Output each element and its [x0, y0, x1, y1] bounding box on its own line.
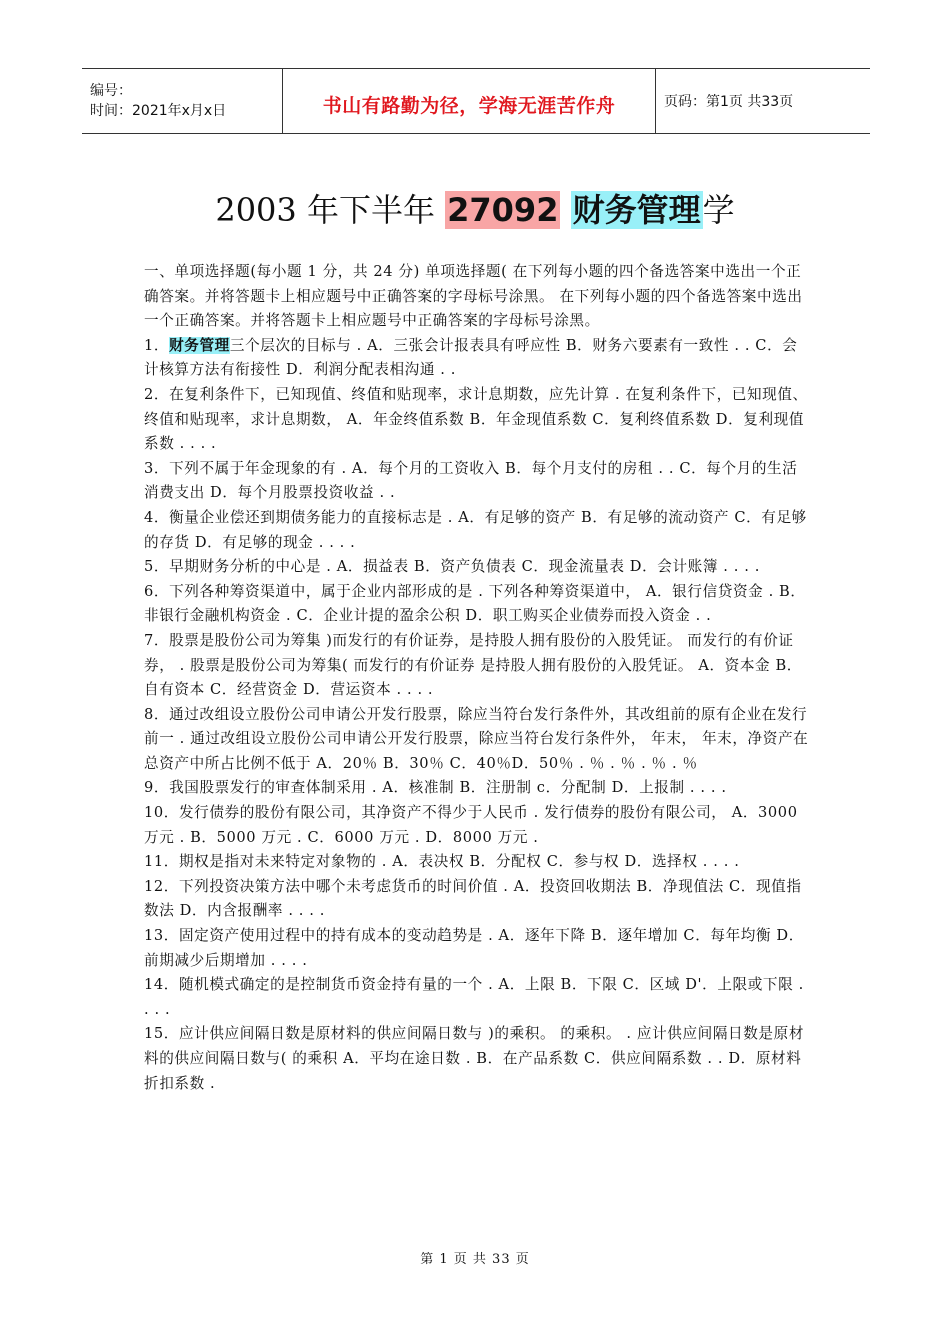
question-10: 10．发行债券的股份有限公司，其净资产不得少于人民币 . 发行债券的股份有限公司， A．3000 万元 . B．5000 万元 . C．6000 万元 . D．8000 万元 . [144, 804, 798, 846]
page-header [82, 68, 870, 134]
doc-time-label: 时间：2021年x月x日 [90, 103, 227, 119]
title-suffix: 学 [702, 191, 735, 229]
header-meta [82, 69, 283, 133]
question-1-text: 三个层次的目标与 . A．三张会计报表具有呼应性 B．财务六要素有一致性 . . C．会计核算方法有衔接性 D．利润分配表相沟通 . . [144, 336, 798, 379]
exam-body [144, 260, 812, 1096]
question-13: 13．固定资产使用过程中的持有成本的变动趋势是 . A．逐年下降 B．逐年增加 C．每年均衡 D．前期减少后期增加 . . . . [144, 927, 804, 969]
header-page-info-cell [656, 69, 870, 133]
doc-number-label: 编号： [90, 83, 132, 99]
question-14: 14．随机模式确定的是控制货币资金持有量的一个 . A．上限 B．下限 C．区域 D'．上限或下限 . . . . [144, 976, 804, 1018]
question-15: 15．应计供应间隔日数是原材料的供应间隔日数与 )的乘积。 的乘积。 . 应计供应间隔日数是原材料的供应间隔日数与( 的乘积 A．平均在途日数 . B．在产品系数 C．供应间隔系数 . . D．原材料折扣系数 . [144, 1025, 805, 1092]
question-7: 7．股票是股份公司为筹集 )而发行的有价证券，是持股人拥有股份的入股凭证。 而发行的有价证券， . 股票是股份公司为筹集( 而发行的有价证券 是持股人拥有股份的入股凭证。 A．资本金 B．自有资本 C．经营资金 D．营运资本 . . . . [144, 631, 802, 699]
question-3: 3．下列不属于年金现象的有 . A．每个月的工资收入 B．每个月支付的房租 . . C．每个月的生活消费支出 D．每个月股票投资收益 . . [144, 459, 798, 502]
page-info: 页码：第1页 共33页 [664, 94, 794, 110]
question-8: 8．通过改组设立股份公司申请公开发行股票，除应当符台发行条件外，其改组前的原有企业在发行前一 . 通过改组设立股份公司申请公开发行股票，除应当符台发行条件外， 年末， 年末，净资产在总资产中所占比例不低于 A．20％ B．30％ C．40％D．50％ . ％ . ％ . ％ . ％ [144, 705, 809, 772]
question-1 [144, 334, 812, 383]
question-1-highlight: 财务管理 [169, 336, 230, 354]
title-prefix: 2003 年下半年 [215, 191, 446, 229]
question-4: 4．衡量企业偿还到期债务能力的直接标志是 . A．有足够的资产 B．有足够的流动资产 C．有足够的存货 D．有足够的现金 . . . . [144, 508, 807, 551]
section-intro: 一、单项选择题(每小题 1 分，共 24 分) 单项选择题( 在下列每小题的四个备选答案中选出一个正确答案。并将答题卡上相应题号中正确答案的字母标号涂黑。 在下列每小题的四个备选答案中选出一个正确答案。并将答题卡上相应题号中正确答案的字母标号涂黑。 [144, 263, 803, 330]
question-11: 11．期权是指对未来特定对象物的 . A．表决权 B．分配权 C．参与权 D．选择权 . . . . [144, 853, 740, 871]
title-subject: 财务管理 [572, 191, 701, 229]
question-9: 9．我国股票发行的审查体制采用 . A．核准制 B．注册制 c．分配制 D．上报制 . . . . [144, 779, 727, 797]
page-title [0, 186, 950, 234]
question-1-number: 1． [144, 336, 170, 354]
question-12: 12．下列投资决策方法中哪个未考虑货币的时间价值 . A．投资回收期法 B．净现值法 C．现值指数法 D．内含报酬率 . . . . [144, 877, 802, 920]
motto-text: 书山有路勤为径，学海无涯苦作舟 [322, 94, 616, 117]
question-6: 6．下列各种筹资渠道中，属于企业内部形成的是 . 下列各种筹资渠道中， A．银行信贷资金 . B．非银行金融机构资金 . C．企业计提的盈余公积 D．职工购买企业债券而投入资金 . . [144, 582, 806, 625]
header-motto-cell [283, 69, 656, 133]
page-footer: 第 1 页 共 33 页 [420, 1252, 530, 1267]
question-2: 2．在复利条件下，已知现值、终值和贴现率，求计息期数，应先计算 . 在复利条件下，已知现值、终值和贴现率，求计息期数， A．年金终值系数 B．年金现值系数 C．复利终值系数 D．复利现值系数 . . . . [144, 385, 808, 453]
title-course-code: 27092 [447, 191, 559, 229]
question-5: 5．早期财务分析的中心是 . A．损益表 B．资产负债表 C．现金流量表 D．会计账簿 . . . . [144, 558, 760, 576]
